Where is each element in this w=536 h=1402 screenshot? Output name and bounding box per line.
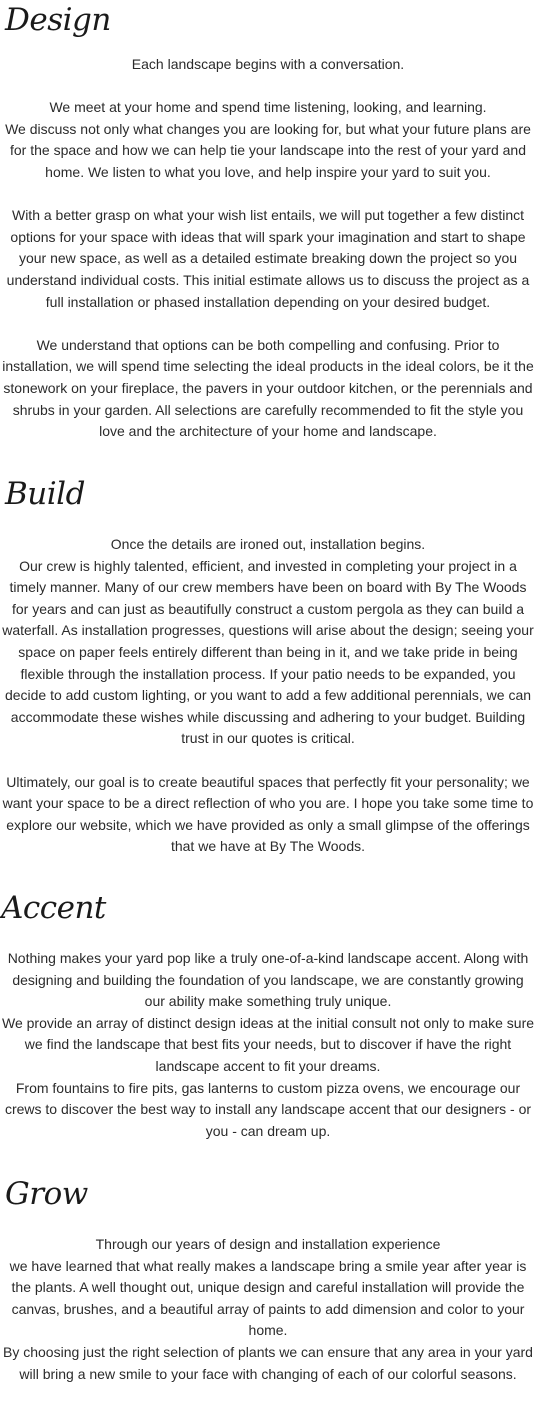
text-line: Once the details are ironed out, installation begins. [110,536,426,552]
text-line: From fountains to fire pits, gas lanterns to custom pizza ovens, we encourage our crews to discover the best way to install any landscape accent that our designers - or you - can dream up. [4,1079,532,1139]
paragraph [0,335,536,443]
paragraph [0,54,536,76]
section-heading: Accent [1,890,106,926]
paragraph [0,534,536,750]
text-line: Each landscape begins with a conversation. [131,56,405,72]
text-line: Nothing makes your yard pop like a truly one-of-a-kind landscape accent. Along with designing and building the foundation of you landscape, we are constantly growing our ability make something truly unique. [7,950,529,1010]
text-line: we have learned that what really makes a landscape bring a smile year after year is the plants. A well thought out, unique design and careful installation will provide the canvas, brushes, and a beautiful array of paints to add dimension and color to your home. [9,1257,527,1339]
text-line: Ultimately, our goal is to create beautiful spaces that perfectly fit your personality; we want your space to be a direct reflection of who you are. I hope you take some time to explore our website, which we have provided as only a small glimpse of the offerings that we have at By The Woods. [2,773,534,855]
text-line: By choosing just the right selection of plants we can ensure that any area in your yard will bring a new smile to your face with changing of each of our colorful seasons. [3,1343,533,1382]
paragraph [0,205,536,313]
section-heading: Design [5,2,111,38]
section-heading: Build [5,476,85,512]
text-line: We discuss not only what changes you are looking for, but what your future plans are for the space and how we can help tie your landscape into the rest of your yard and home. We listen to what you love, and help inspire your yard to suit you. [5,120,531,180]
section-design [0,0,536,443]
text-line: With a better grasp on what your wish list entails, we will put together a few distinct options for your space with ideas that will spark your imagination and start to shape your new space, as well as a detailed estimate breaking down the project so you understand individual costs. This initial estimate allows us to discuss the project as a full installation or phased installation depending on your desired budget. [6,207,530,310]
paragraph [0,1234,536,1385]
section-heading: Grow [5,1176,88,1212]
section-build [0,474,536,858]
text-line: Our crew is highly talented, efficient, and invested in completing your project in a timely manner. Many of our crew members have been on board with By The Woods for years and can just as beautifully construct a custom pergola as they can build a waterfall. As installation progresses, questions will arise about the design; seeing your space on paper feels entirely different than being in it, and we take pride in being flexible through the installation process. If your patio needs to be expanded, you decide to add custom lighting, or you want to add a few additional perennials, we can accommodate these wishes while discussing and adhering to your budget. Building trust in our quotes is critical. [2,557,534,747]
paragraph [0,948,536,1142]
text-line: We meet at your home and spend time listening, looking, and learning. [49,99,487,116]
section-accent [0,888,536,1142]
text-line: We provide an array of distinct design ideas at the initial consult not only to make sure we find the landscape that best fits your needs, but to discover if have the right landscape accent to fit your dreams. [1,1014,535,1074]
text-line: Through our years of design and installation experience [95,1236,441,1252]
section-grow [0,1174,536,1385]
paragraph [0,772,536,858]
paragraph [0,97,536,183]
text-line: We understand that options can be both compelling and confusing. Prior to installation, we will spend time selecting the ideal products in the ideal colors, be it the stonework on your fireplace, the pavers in your outdoor kitchen, or the perennials and shrubs in your garden. All selections are carefully recommended to fit the style you love and the architecture of your home and landscape. [2,336,534,440]
